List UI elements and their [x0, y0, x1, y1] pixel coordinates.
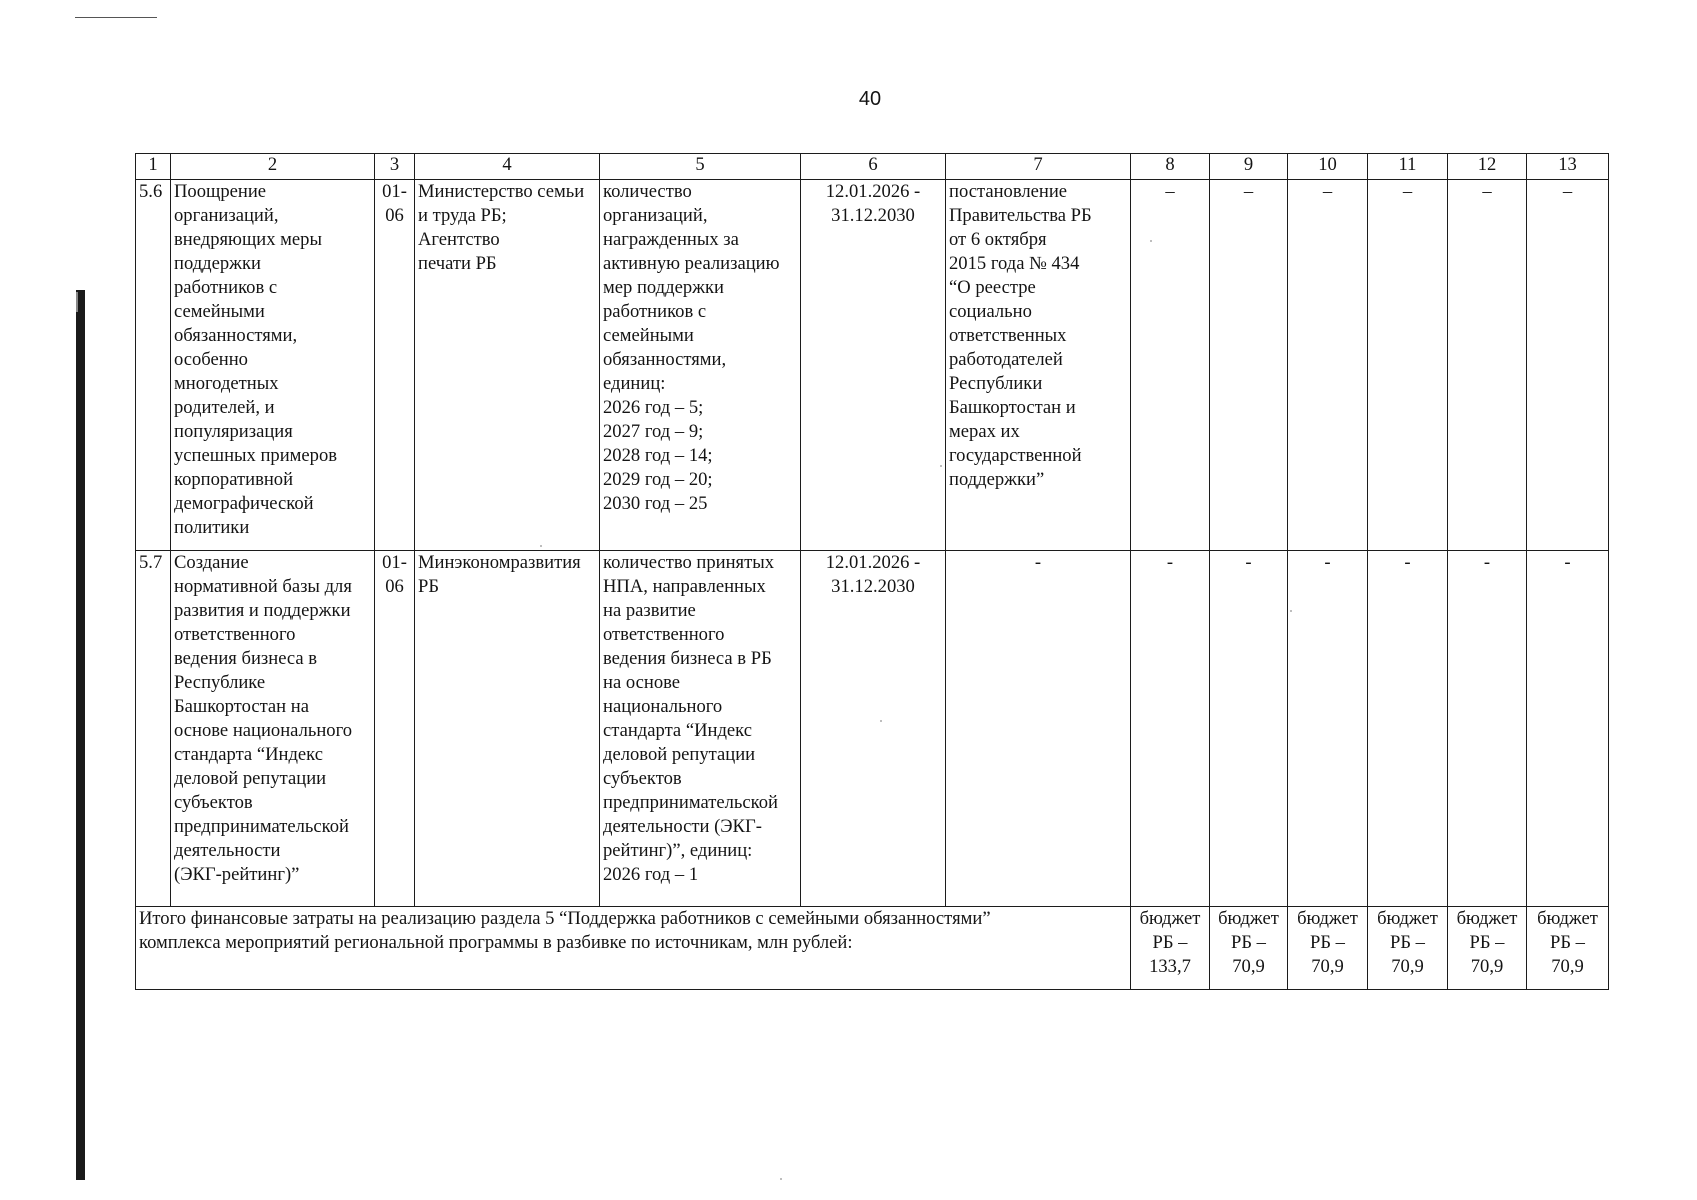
period-cell-line: 12.01.2026 - [825, 552, 921, 573]
measure-name-line: родителей, и [174, 397, 275, 418]
funding-cell: - [1448, 551, 1527, 907]
scan-speck [780, 1178, 782, 1180]
indicator-cell-line: 2026 год – 5; [603, 397, 704, 418]
measure-name-line: стандарта “Индекс [174, 744, 323, 765]
indicator-cell-line: рейтинг)”, единиц: [603, 840, 753, 861]
budget-source-line: бюджет [1297, 908, 1358, 929]
executor-cell-line: Агентство [418, 229, 500, 250]
basis-cell-line: от 6 октября [949, 229, 1047, 250]
indicator-cell-line: 2029 год – 20; [603, 469, 713, 490]
basis-cell-line: работодателей [949, 349, 1063, 370]
column-header-12: 12 [1448, 154, 1527, 180]
indicator-cell-line: ответственного [603, 624, 725, 645]
executor-cell-line: печати РБ [418, 253, 497, 274]
measure-name-line: Поощрение [174, 181, 267, 202]
budget-source-line: 70,9 [1311, 956, 1344, 977]
measure-name-line: Создание [174, 552, 249, 573]
budget-source [1210, 907, 1288, 990]
budget-source-line: РБ – [1550, 932, 1585, 953]
page-number: 40 [858, 88, 882, 110]
measure-name-line: субъектов [174, 792, 253, 813]
measure-name-line: основе национального [174, 720, 353, 741]
measure-name-line: деловой репутации [174, 768, 327, 789]
funding-cell: - [1210, 551, 1288, 907]
executor-cell-line: Минэкономразвития [418, 552, 581, 573]
total-row [136, 907, 1609, 990]
budget-source-line: РБ – [1231, 932, 1266, 953]
measure-name-line: предпринимательской [174, 816, 349, 837]
measure-name-line: Республике [174, 672, 266, 693]
executor-cell [415, 180, 600, 551]
funding-cell: - [1131, 551, 1210, 907]
measure-name-line: работников с [174, 277, 278, 298]
measure-name-line: корпоративной [174, 469, 294, 490]
budget-source [1448, 907, 1527, 990]
scan-speck [880, 720, 882, 722]
budget-source-line: бюджет [1456, 908, 1518, 929]
funding-cell: – [1368, 180, 1448, 551]
indicator-cell-line: деловой репутации [603, 744, 756, 765]
measure-name-line: развития и поддержки [174, 600, 351, 621]
basis-cell [946, 551, 1131, 907]
budget-source-line: РБ – [1469, 932, 1505, 953]
budget-source-line: бюджет [1139, 908, 1201, 929]
funding-cell: - [1368, 551, 1448, 907]
row-number: 5.6 [136, 180, 171, 551]
indicator-cell-line: количество принятых [603, 552, 775, 573]
measure-name-line: успешных примеров [174, 445, 338, 466]
indicator-cell-line: 2026 год – 1 [603, 864, 699, 885]
code-cell [375, 551, 415, 907]
indicator-cell-line: 2028 год – 14; [603, 445, 713, 466]
indicator-cell-line: работников с [603, 301, 707, 322]
budget-source-line: бюджет [1377, 908, 1438, 929]
measure-name-line: обязанностями, [174, 325, 298, 346]
budget-source-line: 70,9 [1232, 956, 1265, 977]
total-label-line: комплекса мероприятий региональной программы в разбивке по источникам, млн рублей: [139, 932, 853, 953]
budget-source-line: 133,7 [1149, 956, 1191, 977]
measure-name [171, 551, 375, 907]
budget-source [1527, 907, 1609, 990]
column-header-10: 10 [1288, 154, 1368, 180]
budget-source [1131, 907, 1210, 990]
budget-source-line: 70,9 [1470, 956, 1504, 977]
column-header-6: 6 [801, 154, 946, 180]
indicator-cell-line: на развитие [603, 600, 696, 621]
indicator-cell [600, 551, 801, 907]
indicator-cell [600, 180, 801, 551]
measure-name-line: ведения бизнеса в [174, 648, 318, 669]
budget-source-line: 70,9 [1551, 956, 1584, 977]
indicator-cell-line: 2030 год – 25 [603, 493, 708, 514]
executor-cell-line: Министерство семьи [418, 181, 585, 202]
period-cell-line: 31.12.2030 [831, 576, 915, 597]
total-label-line: Итого финансовые затраты на реализацию раздела 5 “Поддержка работников с семейными обязанностями” [139, 908, 991, 929]
indicator-cell-line: ведения бизнеса в РБ [603, 648, 772, 669]
scan-edge-tick [76, 292, 78, 312]
measure-name-line: нормативной базы для [174, 576, 352, 597]
indicator-cell-line: НПА, направленных [603, 576, 766, 597]
basis-cell [946, 180, 1131, 551]
column-header-8: 8 [1131, 154, 1210, 180]
budget-source [1368, 907, 1448, 990]
column-header-1: 1 [136, 154, 171, 180]
column-header-5: 5 [600, 154, 801, 180]
indicator-cell-line: субъектов [603, 768, 682, 789]
code-cell-line: 01- [382, 552, 407, 573]
measure-name-line: многодетных [174, 373, 279, 394]
period-cell [801, 180, 946, 551]
code-cell-line: 06 [385, 205, 404, 226]
basis-cell-line: постановление [949, 181, 1068, 202]
basis-cell-line: “О реестре [949, 277, 1036, 298]
scan-edge-bar [76, 290, 85, 1180]
measure-name-line: особенно [174, 349, 248, 370]
table-row [136, 551, 1609, 907]
basis-cell-line: Республики [949, 373, 1043, 394]
measure-name-line: семейными [174, 301, 265, 322]
column-header-13: 13 [1527, 154, 1609, 180]
scan-speck [540, 545, 542, 547]
row-number: 5.7 [136, 551, 171, 907]
measure-name [171, 180, 375, 551]
indicator-cell-line: 2027 год – 9; [603, 421, 704, 442]
basis-cell-line: 2015 года № 434 [949, 253, 1080, 274]
budget-source-line: 70,9 [1391, 956, 1424, 977]
indicator-cell-line: стандарта “Индекс [603, 720, 752, 741]
funding-cell: - [1288, 551, 1368, 907]
executor-cell-line: РБ [418, 576, 440, 597]
indicator-cell-line: мер поддержки [603, 277, 724, 298]
indicator-cell-line: количество [603, 181, 692, 202]
scan-speck [940, 465, 942, 467]
code-cell-line: 01- [382, 181, 407, 202]
indicator-cell-line: организаций, [603, 205, 708, 226]
funding-cell: – [1131, 180, 1210, 551]
budget-source-line: бюджет [1537, 908, 1598, 929]
scan-speck [1290, 610, 1292, 612]
funding-cell: – [1288, 180, 1368, 551]
basis-cell-line: поддержки” [949, 469, 1045, 490]
basis-cell-line: государственной [949, 445, 1082, 466]
measure-name-line: (ЭКГ-рейтинг)” [174, 864, 300, 885]
measure-name-line: ответственного [174, 624, 296, 645]
funding-cell: - [1527, 551, 1609, 907]
measure-name-line: демографической [174, 493, 314, 514]
column-header-4: 4 [415, 154, 600, 180]
measure-name-line: Башкортостан на [174, 696, 309, 717]
indicator-cell-line: активную реализацию [603, 253, 780, 274]
indicator-cell-line: единиц: [603, 373, 666, 394]
period-cell-line: 31.12.2030 [831, 205, 915, 226]
indicator-cell-line: национального [603, 696, 723, 717]
budget-source [1288, 907, 1368, 990]
funding-cell: – [1448, 180, 1527, 551]
period-cell-line: 12.01.2026 - [825, 181, 921, 202]
indicator-cell-line: награжденных за [603, 229, 739, 250]
measure-name-line: внедряющих меры [174, 229, 322, 250]
code-cell-line: 06 [385, 576, 404, 597]
column-header-7: 7 [946, 154, 1131, 180]
indicator-cell-line: семейными [603, 325, 694, 346]
measure-name-line: политики [174, 517, 250, 538]
funding-cell: – [1527, 180, 1609, 551]
measure-name-line: деятельности [174, 840, 281, 861]
measure-name-line: организаций, [174, 205, 279, 226]
program-table [135, 153, 1609, 990]
funding-cell: – [1210, 180, 1288, 551]
basis-cell-line: ответственных [949, 325, 1067, 346]
code-cell [375, 180, 415, 551]
corner-rule [75, 17, 157, 18]
column-header-3: 3 [375, 154, 415, 180]
executor-cell-line: и труда РБ; [418, 205, 507, 226]
basis-cell-line: Правительства РБ [949, 205, 1092, 226]
total-label [136, 907, 1131, 990]
basis-cell-line: Башкортостан и [949, 397, 1076, 418]
header-row [136, 154, 1609, 180]
indicator-cell-line: на основе [603, 672, 681, 693]
budget-source-line: РБ – [1310, 932, 1345, 953]
table-row [136, 180, 1609, 551]
scan-speck [1150, 240, 1152, 242]
budget-source-line: РБ – [1390, 932, 1425, 953]
column-header-9: 9 [1210, 154, 1288, 180]
budget-source-line: РБ – [1152, 932, 1188, 953]
indicator-cell-line: деятельности (ЭКГ- [603, 816, 762, 837]
basis-cell-line: социально [949, 301, 1032, 322]
indicator-cell-line: предпринимательской [603, 792, 778, 813]
basis-cell-line: - [1034, 552, 1042, 573]
basis-cell-line: мерах их [949, 421, 1020, 442]
measure-name-line: популяризация [174, 421, 293, 442]
period-cell [801, 551, 946, 907]
column-header-2: 2 [171, 154, 375, 180]
measure-name-line: поддержки [174, 253, 262, 274]
column-header-11: 11 [1368, 154, 1448, 180]
indicator-cell-line: обязанностями, [603, 349, 727, 370]
executor-cell [415, 551, 600, 907]
budget-source-line: бюджет [1218, 908, 1279, 929]
